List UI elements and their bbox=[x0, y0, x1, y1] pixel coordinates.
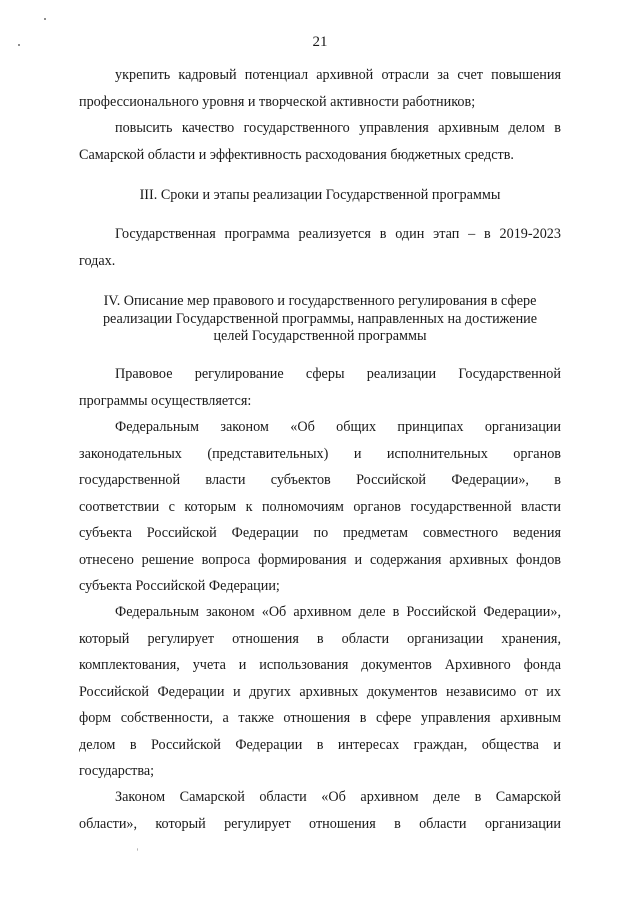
scan-speck bbox=[44, 18, 46, 20]
paragraph-line: соответствии с которым к полномочиям органов государственной власти bbox=[79, 498, 561, 515]
paragraph-line: государства; bbox=[79, 763, 155, 779]
section-3-heading bbox=[79, 187, 561, 205]
paragraph-line: Государственная программа реализуется в один этап – в 2019-2023 bbox=[115, 226, 561, 242]
heading-line: IV. Описание мер правового и государственного регулирования в сфере bbox=[103, 293, 537, 309]
section-4-paragraph-4 bbox=[79, 784, 561, 837]
paragraph-line: который регулирует отношения в области организации хранения, bbox=[79, 630, 561, 647]
paragraph-line: укрепить кадровый потенциал архивной отрасли за счет повышения bbox=[115, 67, 561, 83]
paragraph-line: законодательных (представительных) и исполнительных органов bbox=[79, 445, 561, 462]
paragraph-line: субъекта Российской Федерации по предметам совместного ведения bbox=[79, 525, 561, 541]
section-4-paragraph-2 bbox=[79, 414, 561, 600]
paragraph-intro-2 bbox=[79, 115, 561, 168]
paragraph-line: форм собственности, а также отношения в сфере управления архивным bbox=[79, 710, 561, 726]
paragraph-intro-1 bbox=[79, 62, 561, 115]
paragraph-line: Правовое регулирование сферы реализации Государственной bbox=[115, 366, 561, 382]
paragraph-line: программы осуществляется: bbox=[79, 392, 252, 409]
paragraph-line: области», который регулирует отношения в области организации bbox=[79, 815, 561, 832]
page-number: 21 bbox=[312, 34, 328, 50]
paragraph-line: Российской Федерации и других архивных документов независимо от их bbox=[79, 683, 561, 700]
scan-speck bbox=[137, 848, 138, 851]
paragraph-line: годах. bbox=[79, 252, 116, 269]
paragraph-line: Законом Самарской области «Об архивном деле в Самарской bbox=[115, 789, 561, 805]
paragraph-line: комплектования, учета и использования документов Архивного фонда bbox=[79, 657, 561, 673]
paragraph-line: Самарской области и эффективность расходования бюджетных средств. bbox=[79, 146, 514, 163]
paragraph-line: Федеральным законом «Об архивном деле в Российской Федерации», bbox=[115, 604, 561, 620]
paragraph-line: государственной власти субъектов Российской Федерации», в bbox=[79, 472, 561, 488]
paragraph-line: отнесено решение вопроса формирования и содержания архивных фондов bbox=[79, 551, 561, 568]
heading-line: целей Государственной программы bbox=[213, 328, 427, 344]
paragraph-line: повысить качество государственного управления архивным делом в bbox=[115, 120, 561, 136]
paragraph-line: делом в Российской Федерации в интересах граждан, общества и bbox=[79, 736, 561, 753]
heading-line: III. Сроки и этапы реализации Государственной программы bbox=[139, 187, 501, 203]
paragraph-line: профессионального уровня и творческой активности работников; bbox=[79, 93, 476, 110]
section-4-paragraph-3 bbox=[79, 599, 561, 785]
paragraph-line: Федеральным законом «Об общих принципах организации bbox=[115, 419, 561, 435]
paragraph-line: субъекта Российской Федерации; bbox=[79, 578, 280, 594]
section-4-heading bbox=[79, 293, 561, 346]
section-3-paragraph bbox=[79, 221, 561, 274]
section-4-paragraph-1 bbox=[79, 361, 561, 414]
heading-line: реализации Государственной программы, направленных на достижение bbox=[102, 310, 538, 327]
